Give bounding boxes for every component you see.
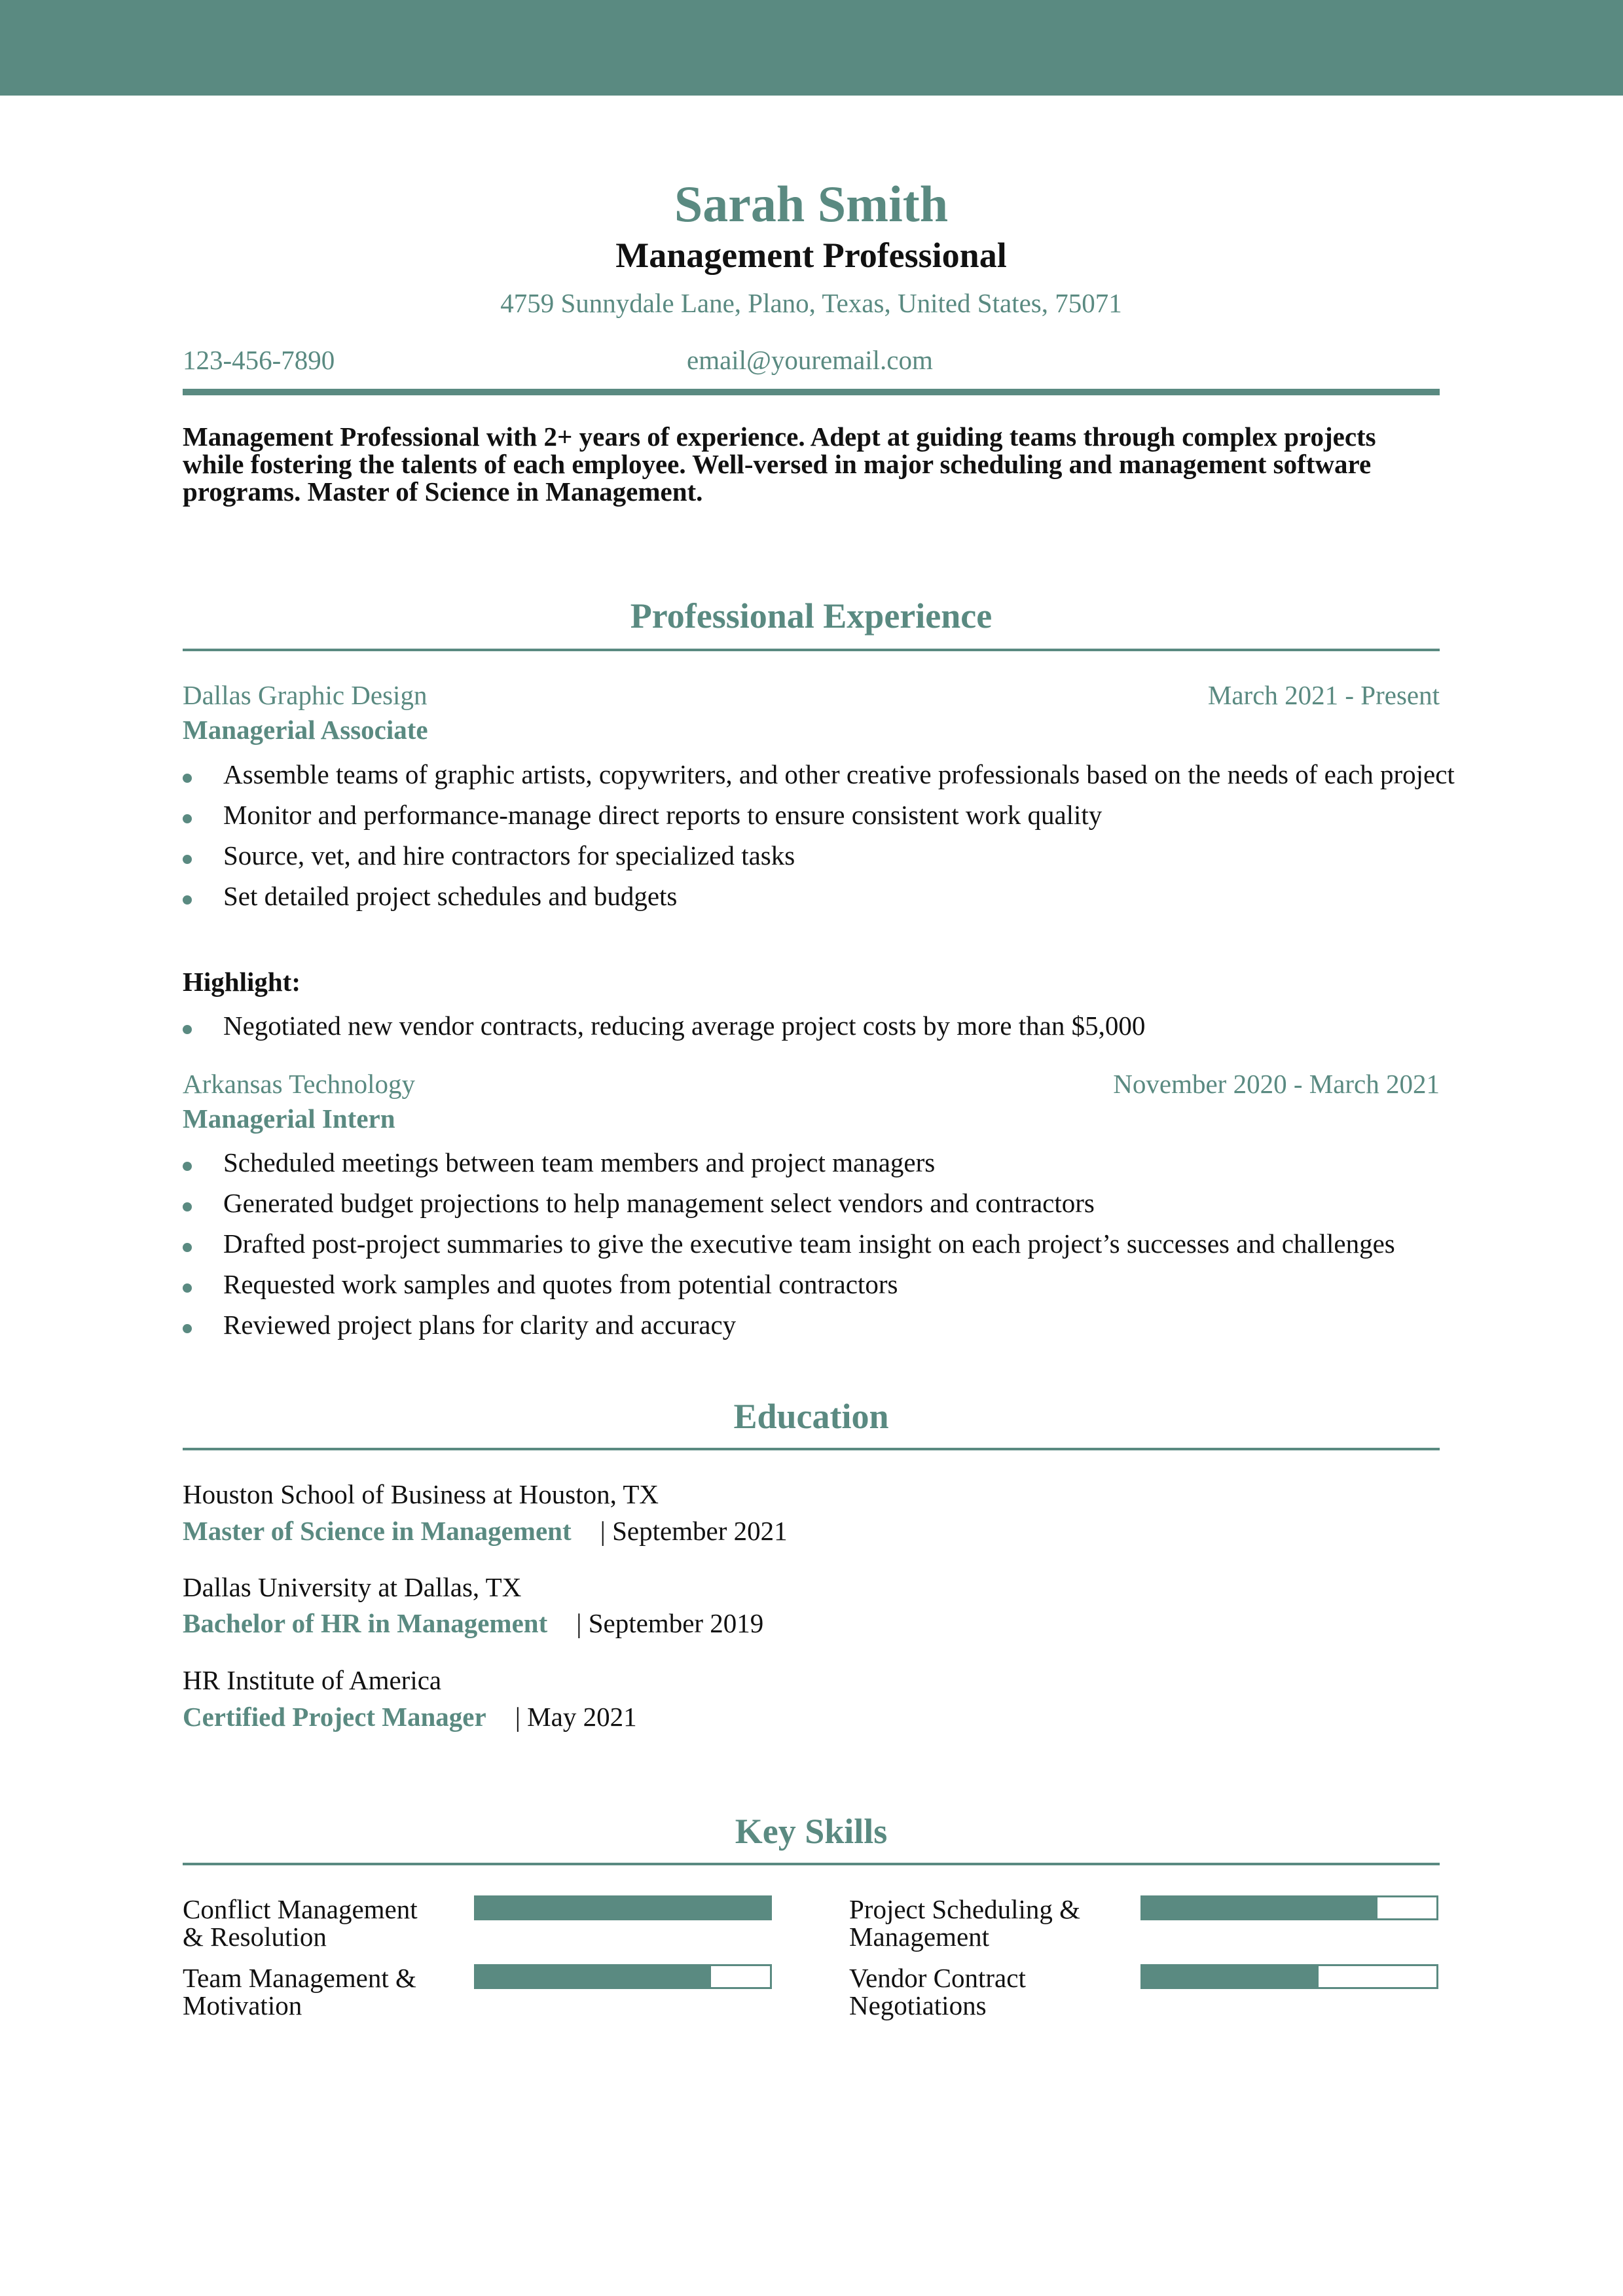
bullet-dot-icon: [183, 1162, 192, 1171]
highlight-list: [183, 1005, 1440, 1046]
candidate-name: Sarah Smith: [674, 175, 949, 232]
list-item: Monitor and performance-manage direct reports to ensure consistent work quality: [183, 795, 1440, 835]
education-section-title: Education: [733, 1397, 889, 1436]
candidate-headline: Management Professional: [615, 236, 1007, 275]
education-school: Houston School of Business at Houston, TX: [183, 1479, 659, 1509]
job-bullet-list: [183, 754, 1455, 916]
job-title: Managerial Intern: [183, 1103, 395, 1134]
list-item: Drafted post-project summaries to give the executive team insight on each project’s successes and challenges: [183, 1223, 1440, 1264]
bullet-dot-icon: [183, 895, 192, 905]
education-section-divider: [183, 1448, 1440, 1450]
header-color-band: [0, 0, 1623, 96]
education-degree-line: [183, 1605, 763, 1641]
job-company: Arkansas Technology: [183, 1069, 416, 1099]
job-bullet-list: [183, 1142, 1440, 1345]
skill-label: Conflict Management & Resolution: [183, 1894, 418, 1952]
professional-summary: Management Professional with 2+ years of experience. Adept at guiding teams through complex projects while fostering the talents of each employee. Well-versed in major scheduling and management software programs. Master of Science in Management.: [183, 422, 1376, 507]
job-dates: November 2020 - March 2021: [1113, 1069, 1440, 1099]
list-item: Generated budget projections to help management select vendors and contractors: [183, 1183, 1440, 1223]
job-company: Dallas Graphic Design: [183, 680, 428, 710]
bullet-dot-icon: [183, 855, 192, 864]
education-date: | September 2019: [576, 1608, 764, 1638]
skill-level-bar: [474, 1964, 772, 1989]
skills-section-title: Key Skills: [735, 1812, 888, 1851]
bullet-dot-icon: [183, 1283, 192, 1293]
bullet-dot-icon: [183, 1324, 192, 1333]
list-item: Set detailed project schedules and budgets: [183, 876, 1440, 916]
education-school: HR Institute of America: [183, 1665, 442, 1695]
list-item: Source, vet, and hire contractors for specialized tasks: [183, 835, 1440, 876]
skill-level-bar: [474, 1895, 772, 1920]
bullet-dot-icon: [183, 1025, 192, 1034]
list-item: Requested work samples and quotes from potential contractors: [183, 1264, 1440, 1304]
bullet-dot-icon: [183, 1202, 192, 1211]
list-item: Reviewed project plans for clarity and accuracy: [183, 1304, 1440, 1345]
list-item: Scheduled meetings between team members and project managers: [183, 1142, 1440, 1183]
skill-level-fill: [476, 1966, 711, 1987]
experience-section-title: Professional Experience: [630, 596, 993, 636]
list-item: Assemble teams of graphic artists, copywriters, and other creative professionals based on the needs of each project: [183, 754, 1440, 795]
header-divider: [183, 389, 1440, 395]
education-date: | May 2021: [515, 1702, 637, 1732]
skills-section-divider: [183, 1863, 1440, 1865]
skill-level-bar: [1140, 1964, 1438, 1989]
skill-level-fill: [476, 1897, 770, 1918]
education-degree: Bachelor of HR in Management: [183, 1608, 548, 1638]
skill-level-bar: [1140, 1895, 1438, 1920]
bullet-dot-icon: [183, 1243, 192, 1252]
education-school: Dallas University at Dallas, TX: [183, 1572, 522, 1602]
contact-phone: 123-456-7890: [183, 345, 335, 375]
skill-level-fill: [1142, 1966, 1319, 1987]
skill-label: Vendor Contract Negotiations: [849, 1963, 1026, 2020]
skill-level-fill: [1142, 1897, 1377, 1918]
education-degree-line: [183, 1513, 788, 1549]
skill-label: Team Management & Motivation: [183, 1963, 416, 2020]
bullet-dot-icon: [183, 814, 192, 823]
skill-label: Project Scheduling & Management: [849, 1894, 1081, 1952]
job-title: Managerial Associate: [183, 715, 428, 745]
contact-address: 4759 Sunnydale Lane, Plano, Texas, United States, 75071: [500, 288, 1122, 318]
job-dates: March 2021 - Present: [1207, 680, 1440, 710]
contact-email: email@youremail.com: [687, 345, 933, 375]
education-date: | September 2021: [600, 1516, 788, 1546]
education-degree: Certified Project Manager: [183, 1702, 486, 1732]
list-item: Negotiated new vendor contracts, reducing average project costs by more than $5,000: [183, 1005, 1440, 1046]
bullet-dot-icon: [183, 774, 192, 783]
education-degree-line: [183, 1698, 637, 1735]
highlight-label: Highlight:: [183, 967, 301, 997]
experience-section-divider: [183, 649, 1440, 651]
education-degree: Master of Science in Management: [183, 1516, 572, 1546]
